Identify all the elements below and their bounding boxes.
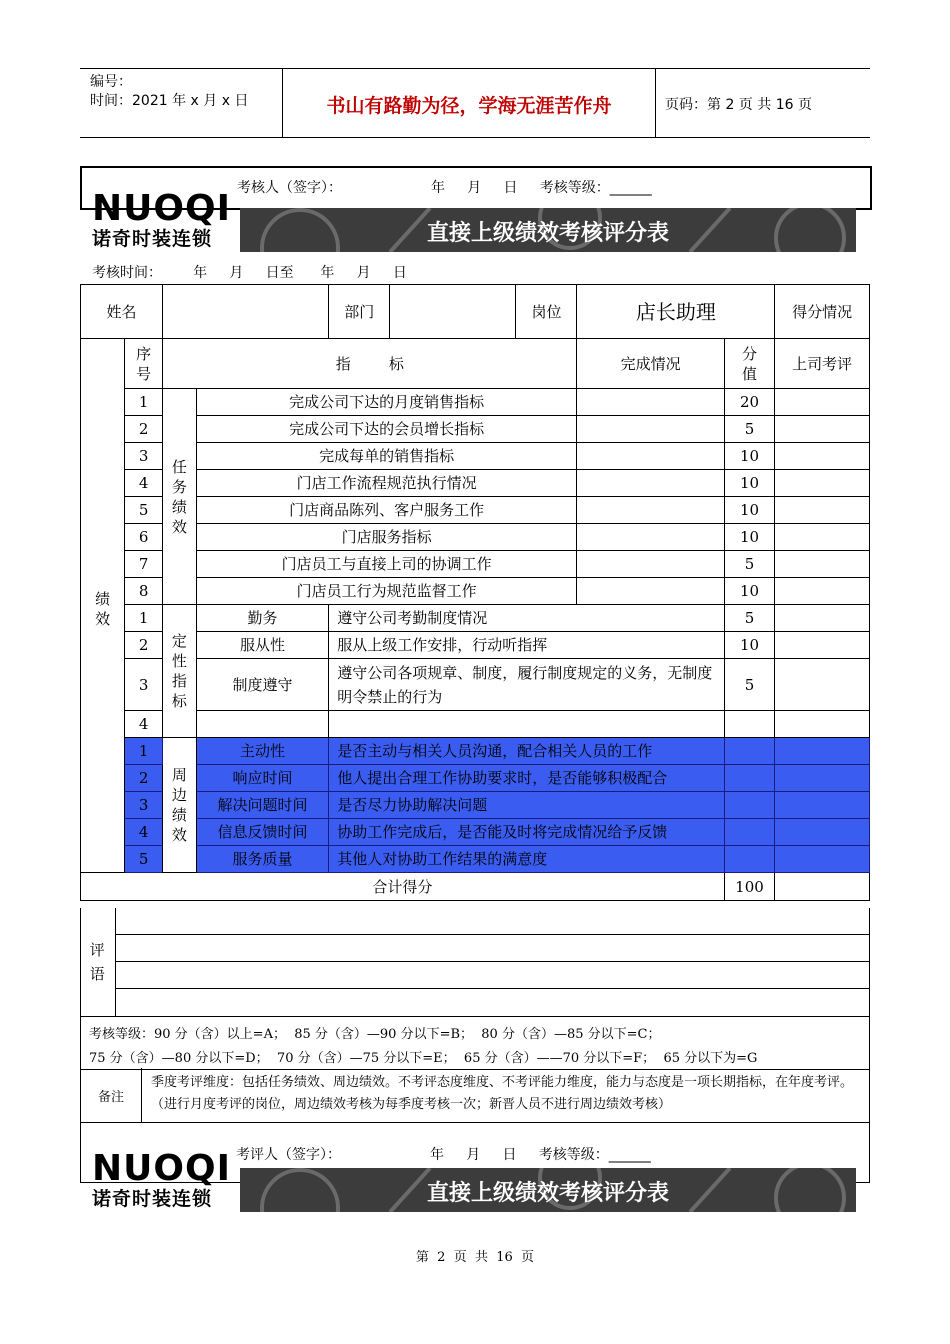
number-label: 编号： <box>90 74 132 90</box>
indicator-text: 门店商品陈列、客户服务工作 <box>196 497 577 524</box>
score-value <box>724 711 774 738</box>
item-desc: 服从上级工作安排，行动听指挥 <box>329 632 725 659</box>
completion-cell[interactable] <box>577 470 724 497</box>
row-number: 1 <box>125 389 163 416</box>
review-cell[interactable] <box>775 578 870 605</box>
item-desc: 是否主动与相关人员沟通，配合相关人员的工作 <box>329 738 725 765</box>
logo-text: NUOQI <box>92 188 231 229</box>
review-cell[interactable] <box>775 416 870 443</box>
item-name: 制度遵守 <box>196 659 329 711</box>
table-row <box>81 632 870 659</box>
review-cell[interactable] <box>775 443 870 470</box>
table-row <box>81 819 870 846</box>
indicator-text: 门店服务指标 <box>196 524 577 551</box>
item-desc <box>329 711 725 738</box>
item-name <box>196 711 329 738</box>
period-line: 考核时间： 年 月 日至 年 月 日 <box>92 265 407 281</box>
item-desc: 遵守公司各项规章、制度，履行制度规定的义务，无制度明令禁止的行为 <box>329 659 725 711</box>
score-value: 5 <box>724 659 774 711</box>
item-desc: 遵守公司考勤制度情况 <box>329 605 725 632</box>
score-value <box>724 765 774 792</box>
review-cell[interactable] <box>775 819 870 846</box>
page-footer: 第 2 页 共 16 页 <box>415 1250 535 1265</box>
table-row <box>81 605 870 632</box>
total-value: 100 <box>724 873 774 901</box>
logo-cn: 诺奇时装连锁 <box>92 228 213 250</box>
score-value <box>724 846 774 873</box>
score-label: 得分情况 <box>775 285 870 339</box>
remark-label-cell <box>81 1068 142 1122</box>
item-name: 服从性 <box>196 632 329 659</box>
name-label: 姓名 <box>81 285 163 339</box>
header-divider <box>655 69 656 137</box>
row-number: 1 <box>125 738 163 765</box>
review-cell[interactable] <box>775 389 870 416</box>
col-score <box>724 339 774 389</box>
item-desc: 他人提出合理工作协助要求时，是否能够积极配合 <box>329 765 725 792</box>
table-row <box>81 659 870 711</box>
review-cell[interactable] <box>775 738 870 765</box>
info-row <box>81 285 870 339</box>
row-number: 8 <box>125 578 163 605</box>
completion-cell[interactable] <box>577 551 724 578</box>
remark-text: 季度考评维度：包括任务绩效、周边绩效。不考评态度维度、不考评能力维度，能力与态度是一项长期指标，在年度考评。（进行月度考评的岗位，周边绩效考核为每季度考核一次；新晋人员不进行周边绩效考核） <box>151 1075 854 1112</box>
score-value: 10 <box>724 470 774 497</box>
row-number: 3 <box>125 659 163 711</box>
row-number: 2 <box>125 416 163 443</box>
total-review[interactable] <box>775 873 870 901</box>
col-seq-text: 序号 <box>136 344 152 383</box>
score-value: 10 <box>724 443 774 470</box>
score-value: 5 <box>724 416 774 443</box>
grades-line2: 75 分（含）—80 分以下=D； 70 分（含）—75 分以下=E； 65 分（含）——70 分以下=F； 65 分以下为=G <box>89 1051 758 1066</box>
item-name: 解决问题时间 <box>196 792 329 819</box>
score-value <box>724 738 774 765</box>
time-label: 时间：2021 年 x 月 x 日 <box>90 93 249 109</box>
table-row <box>81 497 870 524</box>
table-row <box>81 443 870 470</box>
item-name: 主动性 <box>196 738 329 765</box>
item-name: 勤务 <box>196 605 329 632</box>
peri-label-text: 周边绩效 <box>171 766 187 844</box>
table-row <box>81 470 870 497</box>
form-title: 直接上级绩效考核评分表 <box>426 1181 669 1206</box>
item-name: 信息反馈时间 <box>196 819 329 846</box>
indicator-text: 完成公司下达的月度销售指标 <box>196 389 577 416</box>
score-value: 5 <box>724 605 774 632</box>
dept-label: 部门 <box>329 285 390 339</box>
row-number: 5 <box>125 497 163 524</box>
column-header-row <box>81 339 870 389</box>
completion-cell[interactable] <box>577 497 724 524</box>
item-name: 响应时间 <box>196 765 329 792</box>
indicator-text: 完成公司下达的会员增长指标 <box>196 416 577 443</box>
grades-box <box>80 1016 870 1070</box>
indicator-text: 门店员工行为规范监督工作 <box>196 578 577 605</box>
score-value <box>724 792 774 819</box>
review-cell[interactable] <box>775 632 870 659</box>
logo-text: NUOQI <box>92 1148 231 1189</box>
review-cell[interactable] <box>775 765 870 792</box>
row-number: 4 <box>125 819 163 846</box>
review-cell[interactable] <box>775 605 870 632</box>
form-title: 直接上级绩效考核评分表 <box>426 221 669 246</box>
qual-group-label <box>163 605 197 738</box>
item-desc: 其他人对协助工作结果的满意度 <box>329 846 725 873</box>
completion-cell[interactable] <box>577 389 724 416</box>
header-motto: 书山有路勤为径，学海无涯苦作舟 <box>326 95 612 117</box>
col-completion: 完成情况 <box>577 339 724 389</box>
table-row <box>81 738 870 765</box>
total-label: 合计得分 <box>81 873 725 901</box>
table-row <box>81 524 870 551</box>
page-header <box>80 68 870 138</box>
brand-logo <box>92 1150 242 1210</box>
table-row <box>81 578 870 605</box>
col-indicator: 指 标 <box>163 339 577 389</box>
row-number: 7 <box>125 551 163 578</box>
bottom-sign-text: 考评人（签字）： 年 月 日 考核等级：______ <box>236 1147 651 1163</box>
row-number: 2 <box>125 765 163 792</box>
review-cell[interactable] <box>775 846 870 873</box>
title-bar <box>240 1168 856 1212</box>
score-value: 10 <box>724 632 774 659</box>
performance-group-label <box>81 339 125 873</box>
name-field[interactable] <box>163 285 329 339</box>
score-value <box>724 819 774 846</box>
table-row <box>81 551 870 578</box>
review-cell[interactable] <box>775 659 870 711</box>
review-cell[interactable] <box>775 792 870 819</box>
col-review: 上司考评 <box>775 339 870 389</box>
brand-logo <box>92 190 242 250</box>
comment-line[interactable] <box>116 934 869 935</box>
item-desc: 是否尽力协助解决问题 <box>329 792 725 819</box>
title-bar <box>240 208 856 252</box>
title-banner <box>80 1148 856 1214</box>
table-row <box>81 389 870 416</box>
score-value: 10 <box>724 578 774 605</box>
completion-cell[interactable] <box>577 416 724 443</box>
score-value: 10 <box>724 524 774 551</box>
review-cell[interactable] <box>775 470 870 497</box>
table-row <box>81 711 870 738</box>
task-label-text: 任务绩效 <box>171 457 187 536</box>
dept-field[interactable] <box>390 285 516 339</box>
review-cell[interactable] <box>775 551 870 578</box>
item-desc: 协助工作完成后，是否能及时将完成情况给予反馈 <box>329 819 725 846</box>
row-number: 3 <box>125 443 163 470</box>
table-row <box>81 846 870 873</box>
review-cell[interactable] <box>775 497 870 524</box>
remark-label: 备注 <box>97 1089 124 1105</box>
row-number: 5 <box>125 846 163 873</box>
comment-line[interactable] <box>116 988 869 989</box>
indicator-text: 完成每单的销售指标 <box>196 443 577 470</box>
review-cell[interactable] <box>775 524 870 551</box>
row-number: 4 <box>125 470 163 497</box>
task-group-label <box>163 389 197 605</box>
review-cell[interactable] <box>775 711 870 738</box>
post-value: 店长助理 <box>577 285 775 339</box>
row-number: 4 <box>125 711 163 738</box>
comment-label: 评语 <box>89 941 105 983</box>
header-meta <box>90 73 248 111</box>
table-row <box>81 765 870 792</box>
top-sign-text: 考核人（签字）： 年 月 日 考核等级：______ <box>237 180 652 196</box>
table-row <box>81 792 870 819</box>
indicator-text: 门店员工与直接上司的协调工作 <box>196 551 577 578</box>
comment-label-cell <box>81 908 116 1016</box>
peri-group-label <box>163 738 197 873</box>
logo-cn: 诺奇时装连锁 <box>92 1188 213 1210</box>
score-value: 20 <box>724 389 774 416</box>
row-number: 1 <box>125 605 163 632</box>
row-number: 2 <box>125 632 163 659</box>
item-name: 服务质量 <box>196 846 329 873</box>
row-number: 3 <box>125 792 163 819</box>
post-label: 岗位 <box>516 285 577 339</box>
indicator-text: 门店工作流程规范执行情况 <box>196 470 577 497</box>
evaluation-table <box>80 284 870 901</box>
col-score-text: 分值 <box>741 344 757 383</box>
page-indicator: 页码：第 2 页 共 16 页 <box>665 97 812 113</box>
qual-label-text: 定性指标 <box>171 632 187 710</box>
title-banner <box>80 188 856 254</box>
table-row <box>81 416 870 443</box>
row-number: 6 <box>125 524 163 551</box>
grades-line1: 考核等级：90 分（含）以上=A； 85 分（含）—90 分以下=B； 80 分（含）—85 分以下=C； <box>89 1027 661 1042</box>
completion-cell[interactable] <box>577 524 724 551</box>
col-seq <box>125 339 163 389</box>
comment-box <box>80 908 870 1017</box>
score-value: 5 <box>724 551 774 578</box>
completion-cell[interactable] <box>577 578 724 605</box>
comment-line[interactable] <box>116 961 869 962</box>
completion-cell[interactable] <box>577 443 724 470</box>
group-main: 绩效 <box>95 589 111 628</box>
remark-box <box>80 1068 870 1123</box>
score-value: 10 <box>724 497 774 524</box>
total-row <box>81 873 870 901</box>
